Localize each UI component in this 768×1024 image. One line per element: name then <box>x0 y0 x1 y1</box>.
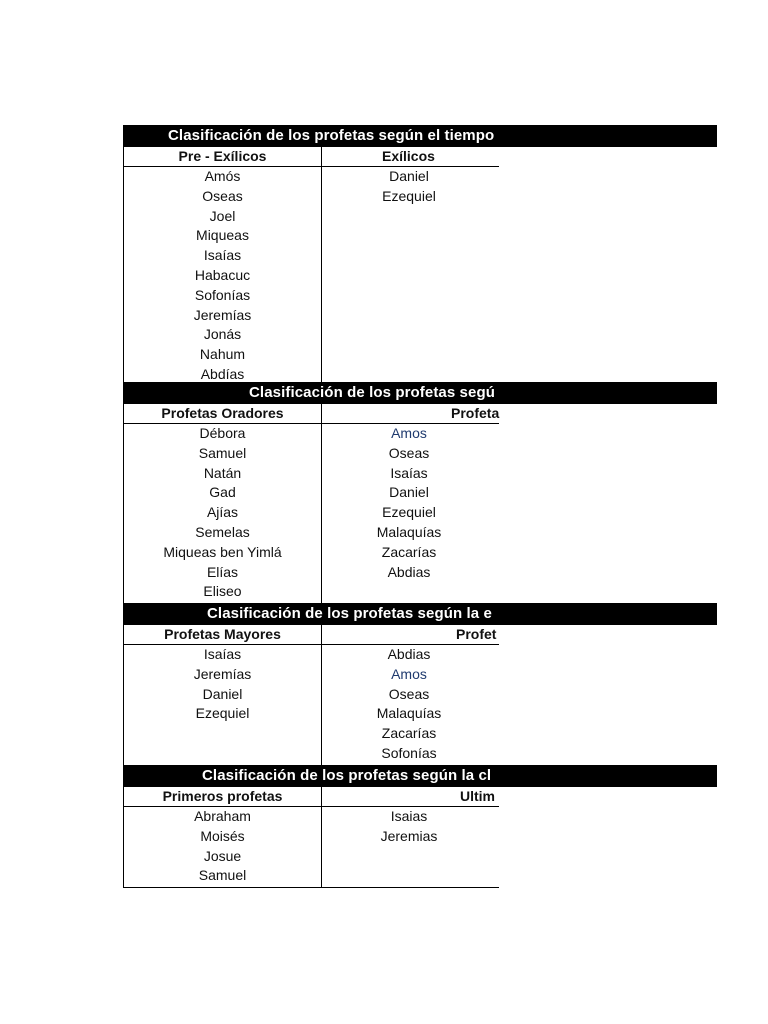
section-3-col1-header: Profetas Mayores <box>124 625 322 644</box>
section-4-header-row <box>123 787 499 807</box>
table-cell: Isaías <box>203 247 242 264</box>
table-cell: Miqueas <box>196 227 249 244</box>
table-cell: Amos <box>391 425 427 441</box>
section-3-title-bar <box>123 603 717 625</box>
table-cell: Oseas <box>202 187 243 204</box>
table-cell: Abdias <box>387 646 431 662</box>
table-cell: Débora <box>199 425 246 441</box>
section-1-col2-header: Exílicos <box>382 148 435 164</box>
table-cell: Zacarías <box>381 543 437 560</box>
section-4-col1-header: Primeros profetas <box>124 787 322 806</box>
table-cell: Daniel <box>389 168 429 184</box>
section-2-header-row <box>123 404 499 424</box>
table-cell: Jonás <box>203 326 242 343</box>
section-2-col2-header: Profeta <box>451 405 500 421</box>
table-cell: Malaquías <box>376 523 442 540</box>
section-4-title: Clasificación de los profetas según la cl <box>202 767 492 784</box>
table-cell: Jeremías <box>193 665 252 682</box>
table-cell: Sofonías <box>194 286 251 303</box>
section-2-title-bar <box>123 382 717 404</box>
table-cell: Josue <box>203 847 242 864</box>
section-1-title-bar <box>123 125 717 147</box>
table-cell: Jeremías <box>193 306 252 323</box>
table-cell: Daniel <box>389 484 429 501</box>
table-cell: Abdias <box>387 563 431 580</box>
section-4-title-bar <box>123 765 717 787</box>
table-cell: Isaías <box>203 646 242 662</box>
table-cell: Jeremias <box>380 827 438 844</box>
section-4-body <box>123 807 499 888</box>
table-cell: Amos <box>391 665 427 682</box>
section-2-col1-header: Profetas Oradores <box>124 404 322 423</box>
table-cell: Ezequiel <box>382 187 436 204</box>
section-4-col2 <box>322 807 500 887</box>
table-cell: Natán <box>203 464 242 481</box>
table-cell: Oseas <box>388 444 430 461</box>
section-1-col1-header: Pre - Exílicos <box>124 147 322 166</box>
table-cell: Daniel <box>202 685 243 702</box>
table-cell: Gad <box>209 484 236 501</box>
section-2-title: Clasificación de los profetas segú <box>249 384 495 401</box>
section-1-col2 <box>322 167 500 382</box>
table-cell: Amós <box>204 168 241 184</box>
table-cell: Ezequiel <box>195 705 250 722</box>
table-cell: Malaquías <box>376 705 442 722</box>
section-2-col2 <box>322 424 500 603</box>
section-4-col2-header: Ultim <box>460 788 495 804</box>
section-1-title: Clasificación de los profetas según el tiempo <box>168 127 495 144</box>
table-cell: Nahum <box>199 346 246 363</box>
section-3-col1 <box>124 645 322 765</box>
table-cell: Samuel <box>198 444 247 461</box>
section-3-header-row <box>123 625 499 645</box>
section-1-col1 <box>124 167 322 382</box>
table-cell: Ezequiel <box>382 504 436 521</box>
table-cell: Ajías <box>206 504 239 521</box>
section-1-header-row <box>123 147 499 167</box>
table-cell: Zacarías <box>381 725 437 742</box>
section-1-body <box>123 167 499 382</box>
table-cell: Abdías <box>200 365 245 382</box>
table-cell: Moisés <box>200 827 245 844</box>
section-3-body <box>123 645 499 765</box>
table-cell: Sofonías <box>381 744 437 761</box>
section-3-col2 <box>322 645 500 765</box>
section-4-col1 <box>124 807 322 887</box>
table-cell: Isaías <box>390 464 428 481</box>
table-cell: Miqueas ben Yimlá <box>163 543 282 560</box>
table-cell: Joel <box>209 207 236 224</box>
table-cell: Oseas <box>388 685 430 702</box>
table-cell: Elías <box>206 563 239 580</box>
section-2-col1 <box>124 424 322 603</box>
table-cell: Habacuc <box>194 266 251 283</box>
table-cell: Samuel <box>198 867 247 884</box>
section-3-title: Clasificación de los profetas según la e <box>207 605 492 622</box>
section-2-body <box>123 424 499 603</box>
table-cell: Isaias <box>390 808 428 824</box>
table-cell: Abraham <box>194 808 251 824</box>
table-cell: Semelas <box>195 523 250 540</box>
table-cell: Eliseo <box>203 583 242 600</box>
section-3-col2-header: Profet <box>456 626 497 642</box>
